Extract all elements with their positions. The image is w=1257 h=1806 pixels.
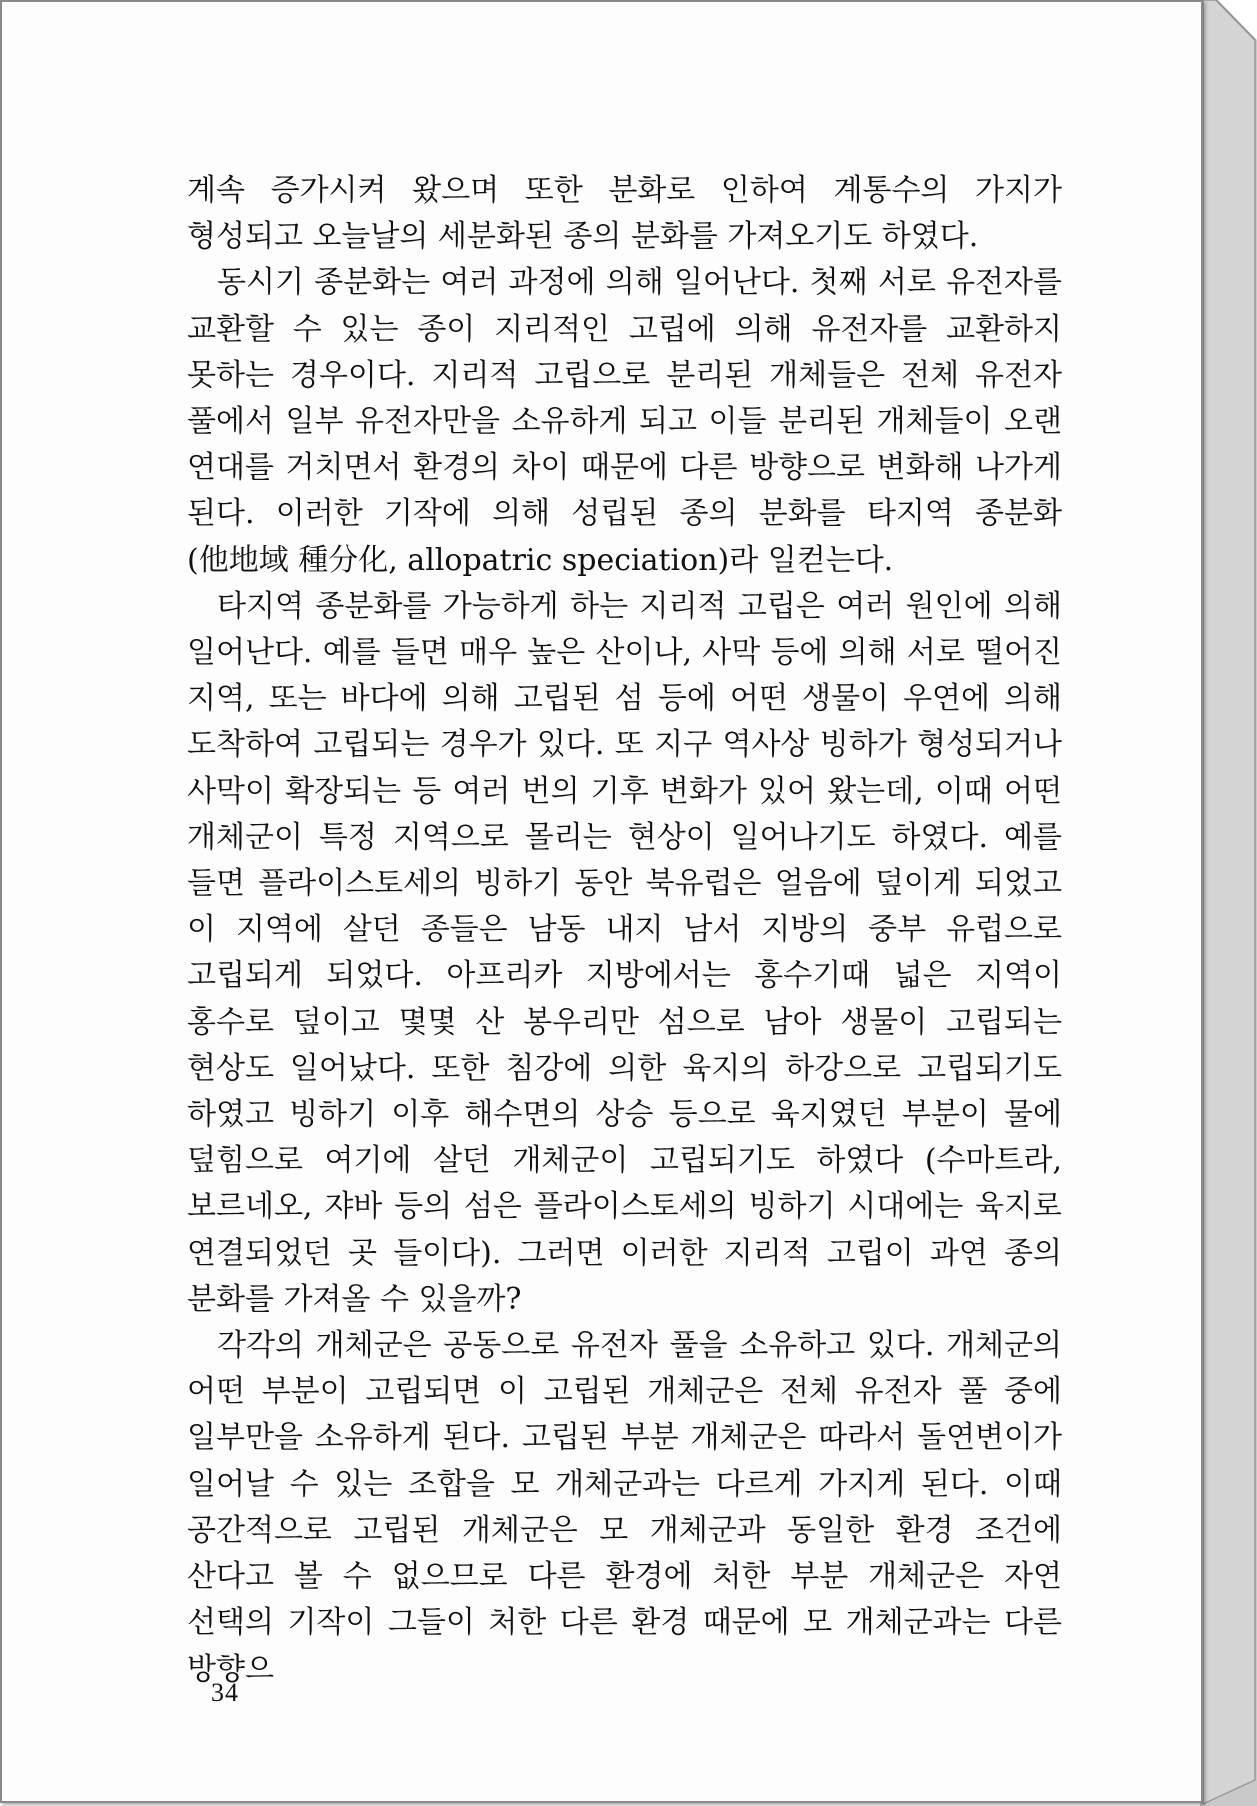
paragraph-3: 타지역 종분화를 가능하게 하는 지리적 고립은 여러 원인에 의해 일어난다. 예를 들면 매우 높은 산이나, 사막 등에 의해 서로 떨어진 지역, 또는 바다에 의해 고립된 섬 등에 어떤 생물이 우연에 의해 도착하여 고립되는 경우가 있다. 또 지구 역사상 빙하가 형성되거나 사막이 확장되는 등 여러 번의 기후 변화가 있어 왔는데, 이때 어떤 개체군이 특정 지역으로 몰리는 현상이 일어나기도 하였다. 예를 들면 플라이스토세의 빙하기 동안 북유럽은 얼음에 덮이게 되었고 이 지역에 살던 종들은 남동 내지 남서 지방의 중부 유럽으로 고립되게 되었다. 아프리카 지방에서는 홍수기때 넓은 지역이 홍수로 덮이고 몇몇 산 봉우리만 섬으로 남아 생물이 고립되는 현상도 일어났다. 또한 침강에 의한 육지의 하강으로 고립되기도 하였고 빙하기 이후 해수면의 상승 등으로 육지였던 부분이 물에 덮힘으로 여기에 살던 개체군이 고립되기도 하였다 (수마트라, 보르네오, 쟈바 등의 섬은 플라이스토세의 빙하기 시대에는 육지로 연결되었던 곳 들이다). 그러면 이러한 지리적 고립이 과연 종의 분화를 가져올 수 있을까? — [187, 588, 1062, 1317]
page-stack-edge — [1200, 0, 1257, 1806]
body-text — [187, 168, 1062, 1693]
paragraph-1: 계속 증가시켜 왔으며 또한 분화로 인하여 계통수의 가지가 형성되고 오늘날의 세분화된 종의 분화를 가져오기도 하였다. — [187, 173, 1062, 255]
paragraph-4: 각각의 개체군은 공동으로 유전자 풀을 소유하고 있다. 개체군의 어떤 부분이 고립되면 이 고립된 개체군은 전체 유전자 풀 중에 일부만을 소유하게 된다. 고립된 부분 개체군은 따라서 돌연변이가 일어날 수 있는 조합을 모 개체군과는 다르게 가지게 된다. 이때 공간적으로 고립된 개체군은 모 개체군과 동일한 환경 조건에 산다고 볼 수 없으므로 다른 환경에 처한 부분 개체군은 자연 선택의 기작이 그들이 처한 다른 환경 때문에 모 개체군과는 다른 방향으 — [187, 1328, 1062, 1687]
page-number: 34 — [211, 1678, 239, 1707]
paragraph-2: 동시기 종분화는 여러 과정에 의해 일어난다. 첫째 서로 유전자를 교환할 수 있는 종이 지리적인 고립에 의해 유전자를 교환하지 못하는 경우이다. 지리적 고립으로 분리된 개체들은 전체 유전자 풀에서 일부 유전자만을 소유하게 되고 이들 분리된 개체들이 오랜 연대를 거치면서 환경의 차이 때문에 다른 방향으로 변화해 나가게 된다. 이러한 기작에 의해 성립된 종의 분화를 타지역 종분화(他地域 種分化, allopatric speciation)라 일컫는다. — [187, 265, 1062, 578]
